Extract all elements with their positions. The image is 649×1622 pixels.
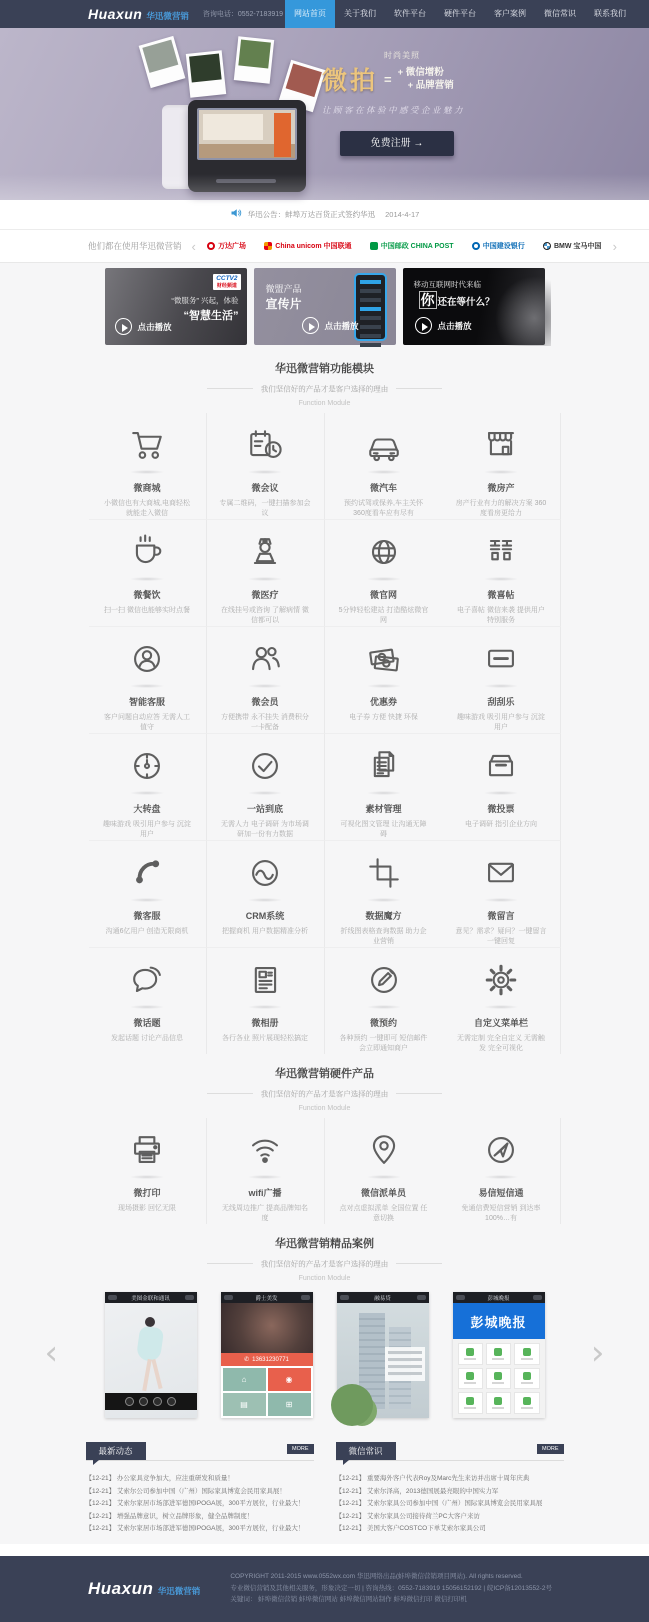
- hardware-desc: 无线周边推广 提高品牌知名度: [222, 1205, 308, 1222]
- icon-shadow: [130, 791, 164, 795]
- calendar-clock-icon: [242, 423, 288, 467]
- logo-suffix: 华迅微营销: [146, 11, 189, 21]
- polaroid-photo: [186, 50, 226, 98]
- video3-line2: [419, 290, 495, 310]
- footer-copyright: COPYRIGHT 2011-2015 www.0552wx.com 华迅网络出品(蚌埠微信营销项目网站). All rights reserved.: [230, 1573, 523, 1581]
- feature-cell[interactable]: [325, 948, 443, 1054]
- case-title: 爵士美发: [255, 1295, 278, 1302]
- users-icon: [242, 637, 288, 681]
- news-latest-column: [86, 1444, 314, 1536]
- footer-logo[interactable]: [88, 1579, 200, 1599]
- hardware-cell[interactable]: [207, 1118, 325, 1224]
- case-phone-finance[interactable]: [337, 1292, 429, 1418]
- icon-shadow: [484, 1175, 518, 1179]
- carousel-next-icon[interactable]: ›: [590, 1333, 605, 1373]
- double-happiness-icon: [478, 530, 524, 574]
- feature-desc: 5分钟轻松建站 打造酷炫微官网: [338, 607, 429, 624]
- carousel-prev-icon[interactable]: ‹: [44, 1333, 59, 1373]
- feature-title: 微投票: [487, 804, 515, 814]
- icon-shadow: [130, 470, 164, 474]
- icon-shadow: [248, 1175, 282, 1179]
- play-button[interactable]: [302, 317, 359, 334]
- case-phone-newspaper[interactable]: [453, 1292, 545, 1418]
- play-icon: [415, 317, 432, 334]
- check-circle-icon: [242, 744, 288, 788]
- feature-grid: [89, 413, 561, 1054]
- feature-desc: 无需人力 电子调研 为市场调研加一份有力数据: [221, 821, 309, 838]
- news-item[interactable]: 【12-21】 增强品牌意识，树立品牌形象，健全品牌制度！: [85, 1512, 254, 1520]
- feature-desc: 房产行业有力的解决方案 360度看房更给力: [455, 500, 547, 517]
- icon-shadow: [484, 1005, 518, 1009]
- icon-shadow: [248, 898, 282, 902]
- feature-desc: 扫一扫 微信也能够实时点餐: [104, 607, 190, 614]
- feature-title: 微会员: [251, 697, 279, 707]
- play-label: 点击播放: [437, 320, 472, 331]
- feature-cell[interactable]: [443, 413, 561, 520]
- partner-logo-mark: [264, 242, 272, 250]
- icon-shadow: [367, 1175, 401, 1179]
- video1-line2: “智慧生活”: [183, 310, 239, 322]
- storefront-icon: [478, 423, 524, 467]
- feature-desc: 预约试驾或保养,车主关怀 360度看车应有尽有: [344, 500, 423, 517]
- hero-plus1: + 微信增粉: [397, 67, 444, 78]
- nav-item[interactable]: 联系我们: [594, 9, 626, 18]
- feature-title: 微商城: [133, 483, 161, 493]
- hardware-header: [0, 1054, 649, 1112]
- newspaper-masthead: 彭城晚报: [453, 1303, 545, 1339]
- play-button[interactable]: [115, 318, 172, 335]
- play-icon: [115, 318, 132, 335]
- icon-shadow: [484, 577, 518, 581]
- icon-shadow: [367, 577, 401, 581]
- handset-icon: [124, 851, 170, 895]
- feature-cell[interactable]: [443, 948, 561, 1054]
- hardware-desc: 免通信费短信营销 到达率100%…有: [461, 1205, 541, 1222]
- footer: [0, 1556, 649, 1622]
- partner-logos: [206, 241, 603, 251]
- feature-title: 微话题: [133, 1018, 161, 1028]
- footer-text: [230, 1571, 552, 1606]
- wifi-icon: [242, 1128, 288, 1172]
- hero-copy: [322, 50, 552, 156]
- feature-title: 微留言: [487, 911, 515, 921]
- partner-logo-label: BMW 宝马中国: [553, 243, 602, 250]
- feature-desc: 小微信也有大商城,电商轻松就能走入微信: [104, 500, 190, 517]
- feature-desc: 各行各业 照片展现轻松搞定: [222, 1035, 308, 1042]
- news-item[interactable]: 【12-21】 美国大客户COSTCO下单艾索尔家具公司: [335, 1525, 486, 1532]
- mail-icon: [478, 851, 524, 895]
- hardware-desc: 现场摄影 回忆无限: [118, 1205, 176, 1212]
- app-tile: ▤: [223, 1393, 266, 1416]
- cctv-badge-name: 财经频道: [216, 283, 237, 289]
- news-badge: 最新动态: [86, 1442, 146, 1460]
- app-tile: ⊞: [268, 1393, 311, 1416]
- nurse-icon: [242, 530, 288, 574]
- polaroid-photo: [234, 36, 274, 84]
- navbar: [0, 0, 649, 28]
- app-tile: [514, 1392, 539, 1414]
- logo[interactable]: [88, 6, 189, 22]
- hardware-cell[interactable]: [325, 1118, 443, 1224]
- tree-graphic: [331, 1384, 373, 1426]
- feature-cell[interactable]: [89, 841, 207, 948]
- feature-title: 微相册: [251, 1018, 279, 1028]
- feature-cell[interactable]: [207, 841, 325, 948]
- nav-phone: 咨询电话：0552-7183919: [202, 11, 284, 18]
- feature-title: 微房产: [487, 483, 515, 493]
- nav-item[interactable]: 软件平台: [394, 9, 426, 18]
- globe-icon: [361, 530, 407, 574]
- app-tile: [458, 1343, 483, 1365]
- feature-desc: 电子喜帖 微信来袭 提供用户特别服务: [457, 607, 545, 624]
- phone-number: 13631230771: [252, 1356, 289, 1363]
- icon-shadow: [484, 470, 518, 474]
- video-card-promo[interactable]: [254, 268, 396, 345]
- modules-header: [0, 349, 649, 407]
- hardware-desc: 点对点虚拟派单 全国位置 任意切换: [339, 1205, 428, 1222]
- icon-shadow: [248, 577, 282, 581]
- logo-suffix: 华迅微营销: [157, 1585, 201, 1596]
- news-list: [86, 1473, 314, 1536]
- chat-bubbles-icon: [124, 958, 170, 1002]
- section-tag: Function Module: [298, 400, 351, 407]
- feature-desc: 可视化图文管理 让沟通无障碍: [340, 821, 427, 838]
- icon-shadow: [484, 791, 518, 795]
- app-tile: [458, 1368, 483, 1390]
- hardware-cell[interactable]: [89, 1118, 207, 1224]
- location-pin-icon: [361, 1128, 407, 1172]
- icon-shadow: [367, 684, 401, 688]
- icon-shadow: [367, 791, 401, 795]
- feature-cell[interactable]: [207, 627, 325, 734]
- video2-line1: 微盟产品: [265, 284, 302, 294]
- news-item[interactable]: 【12-21】 艾索尔家具公司接待荷兰PC大客户来访: [335, 1512, 480, 1520]
- icon-shadow: [248, 1005, 282, 1009]
- case-title: 彭城晚报: [487, 1295, 510, 1302]
- icon-shadow: [484, 898, 518, 902]
- partner-logo-label: 中国建设银行: [482, 243, 525, 250]
- feature-title: 微预约: [369, 1018, 397, 1028]
- section-subtitle: 我们坚信好的产品才是客户选择的理由: [260, 1259, 389, 1269]
- feature-desc: 电子调研 指引企业方向: [465, 821, 537, 828]
- cases-carousel: [45, 1292, 605, 1428]
- nav-item[interactable]: 客户案例: [494, 9, 526, 18]
- feature-title: 数据魔方: [365, 911, 402, 921]
- feature-title: 刮刮乐: [487, 697, 515, 707]
- section-tag: Function Module: [298, 1105, 351, 1112]
- app-tile: [458, 1392, 483, 1414]
- feature-desc: 无需定制 完全自定义 无需触发 完全可视化: [457, 1035, 545, 1052]
- section-title: 华迅微营销功能模块: [275, 363, 374, 375]
- partners-prev-icon[interactable]: ‹: [191, 238, 196, 254]
- section-tag: Function Module: [298, 1275, 351, 1282]
- video1-line1: “微服务” 兴起，体验: [171, 296, 239, 305]
- app-toolbar: [105, 1393, 197, 1410]
- feature-cell[interactable]: [325, 520, 443, 627]
- ballot-box-icon: [478, 744, 524, 788]
- partner-logo-label: 中国邮政 CHINA POST: [380, 243, 454, 250]
- speaker-icon: [230, 206, 242, 224]
- section-title: 华迅微营销硬件产品: [275, 1068, 374, 1080]
- more-button[interactable]: MORE: [537, 1444, 564, 1454]
- announcement-date: 2014-4-17: [385, 210, 420, 219]
- feature-title: CRM系统: [245, 911, 285, 921]
- coffee-cup-icon: [124, 530, 170, 574]
- case-phone-salon[interactable]: [221, 1292, 313, 1418]
- partner-logo[interactable]: [370, 241, 454, 251]
- feature-desc: 折线图表格查询数据 助力企业营销: [340, 928, 427, 945]
- info-card: [385, 1347, 425, 1381]
- partner-logo-mark: [472, 242, 480, 250]
- hardware-cell[interactable]: [443, 1118, 561, 1224]
- app-tile: [486, 1343, 511, 1365]
- cctv-badge: [213, 274, 240, 290]
- cctv-badge-channel: CCTV2: [216, 275, 238, 282]
- video3-rest: 还在等什么？: [437, 297, 495, 308]
- feature-title: 自定义菜单栏: [473, 1018, 528, 1028]
- cases-header: [0, 1224, 649, 1282]
- icon-shadow: [484, 684, 518, 688]
- feature-cell[interactable]: [443, 520, 561, 627]
- news-list: [336, 1473, 564, 1536]
- partner-logo-mark: [543, 242, 551, 250]
- feature-desc: 客户问题自动应答 无需人工值守: [104, 714, 190, 731]
- hero-plus2: + 品牌营销: [407, 80, 454, 91]
- icon-shadow: [248, 791, 282, 795]
- feature-cell[interactable]: [89, 627, 207, 734]
- feature-cell[interactable]: [443, 734, 561, 841]
- more-button[interactable]: MORE: [287, 1444, 314, 1454]
- app-tile: [486, 1392, 511, 1414]
- partner-logo[interactable]: [264, 241, 351, 251]
- play-icon: [302, 317, 319, 334]
- crop-icon: [361, 851, 407, 895]
- banknotes-icon: [361, 637, 407, 681]
- feature-desc: 在线挂号或咨询 了解病情 微信都可以: [221, 607, 309, 624]
- salon-photo: [221, 1303, 313, 1353]
- hand-graphic: [495, 276, 551, 346]
- news-wechat-column: [336, 1444, 564, 1536]
- section-subtitle: 我们坚信好的产品才是客户选择的理由: [260, 1089, 389, 1099]
- partners-label: 他们都在使用华迅微营销: [88, 241, 182, 251]
- feature-cell[interactable]: [443, 841, 561, 948]
- user-circle-icon: [124, 637, 170, 681]
- feature-desc: 电子券 方便 快捷 环保: [349, 714, 418, 721]
- send-circle-icon: [478, 1128, 524, 1172]
- hardware-title: 微信派单员: [360, 1188, 406, 1198]
- news-item[interactable]: 【12-21】 办公家具竞争加大，应注重研发和质量！: [85, 1475, 234, 1482]
- feature-title: 大转盘: [133, 804, 161, 814]
- feature-cell[interactable]: [325, 734, 443, 841]
- feature-title: 素材管理: [365, 804, 402, 814]
- feature-title: 微官网: [369, 590, 397, 600]
- video-card-mobile-era[interactable]: [403, 268, 545, 345]
- icon-shadow: [130, 898, 164, 902]
- feature-title: 微餐饮: [133, 590, 161, 600]
- nav-item[interactable]: 关于我们: [344, 9, 376, 18]
- logo-text: Huaxun: [88, 6, 143, 22]
- icon-shadow: [367, 898, 401, 902]
- partner-logo-label: China unicom 中国联通: [275, 243, 352, 250]
- gear-icon: [478, 958, 524, 1002]
- pencil-circle-icon: [361, 958, 407, 1002]
- feature-title: 微会议: [251, 483, 279, 493]
- feature-cell[interactable]: [89, 948, 207, 1054]
- wave-circle-icon: [242, 851, 288, 895]
- news-item[interactable]: 【12-21】 艾索尔家居市场部进军德国IPOGA展，300平方展位，行业最大！: [85, 1525, 305, 1532]
- feature-title: 微医疗: [251, 590, 279, 600]
- nav-item[interactable]: 硬件平台: [444, 9, 476, 18]
- announcement-bar: [0, 200, 649, 230]
- partner-logo-label: 万达广场: [218, 243, 247, 250]
- partner-logo[interactable]: [207, 241, 246, 251]
- case-title: 美图金联和通讯: [131, 1295, 170, 1302]
- nav-item[interactable]: 网站首页: [285, 0, 335, 28]
- icon-shadow: [367, 470, 401, 474]
- feature-title: 智能客服: [128, 697, 165, 707]
- feature-desc: 意见？需求？疑问？一键留言 一键回复: [455, 928, 547, 945]
- nav-item[interactable]: 微信常识: [544, 9, 576, 18]
- logo-text: Huaxun: [88, 1578, 154, 1598]
- section-subtitle: 我们坚信好的产品才是客户选择的理由: [260, 384, 389, 394]
- hero-tag: 时尚美照: [384, 51, 420, 60]
- partners-next-icon[interactable]: ›: [612, 238, 617, 254]
- news-item[interactable]: 【12-21】 艾索尔公司参加中国（广州）国际家具博览会民用家具展！: [85, 1487, 286, 1495]
- icon-shadow: [130, 577, 164, 581]
- wheel-icon: [124, 744, 170, 788]
- video2-line2: 宣传片: [265, 297, 302, 311]
- feature-desc: 发起话题 讨论产品信息: [111, 1035, 183, 1042]
- feature-desc: 趣味游戏 吸引用户参与 沉淀用户: [457, 714, 545, 731]
- feature-cell[interactable]: [207, 734, 325, 841]
- feature-cell[interactable]: [443, 627, 561, 734]
- feature-cell[interactable]: [89, 520, 207, 627]
- video3-line1: 移动互联网时代来临: [413, 280, 481, 289]
- printer-icon: [124, 1128, 170, 1172]
- hardware-title: wifi广播: [248, 1188, 282, 1198]
- news-item[interactable]: 【12-21】 艾索尔家居市场部进军德国IPOGA展，300平方展位，行业最大！: [85, 1500, 305, 1507]
- icon-shadow: [367, 1005, 401, 1009]
- polaroid-photo: [139, 36, 186, 88]
- feature-cell[interactable]: [207, 520, 325, 627]
- printer-machine: [162, 100, 312, 192]
- partner-logo[interactable]: [472, 241, 525, 251]
- feature-cell[interactable]: [89, 734, 207, 841]
- partner-logo-mark: [370, 242, 378, 250]
- news-item[interactable]: 【12-21】 艾索尔家具公司参加中国（广州）国际家具博览会民用家具展: [335, 1500, 543, 1507]
- hero-brand: 微拍: [322, 67, 379, 95]
- album-icon: [242, 958, 288, 1002]
- feature-cell[interactable]: [325, 627, 443, 734]
- video-band: [0, 263, 649, 349]
- feature-cell[interactable]: [207, 413, 325, 520]
- play-label: 点击播放: [137, 321, 172, 332]
- app-tile: [514, 1368, 539, 1390]
- play-button[interactable]: [415, 317, 472, 334]
- footer-contact: 专业微信营销及其他相关服务，形象决定一切 | 咨询热线：0552-7183919 15056152192 | 皖ICP备12013552-2号: [230, 1584, 552, 1592]
- phone-number-bar[interactable]: ✆ 13631230771: [221, 1353, 313, 1366]
- icon-shadow: [130, 1175, 164, 1179]
- app-tile: ⌂: [223, 1368, 266, 1391]
- announcement-text[interactable]: 华迅公告：蚌埠万达百货正式签约华迅: [247, 210, 376, 219]
- modules-section: [0, 349, 649, 1544]
- icon-shadow: [248, 470, 282, 474]
- play-label: 点击播放: [324, 320, 359, 331]
- partner-logo[interactable]: [543, 241, 601, 251]
- feature-desc: 沟通6亿用户 创造无限商机: [105, 928, 189, 935]
- video3-highlight: 你: [420, 292, 435, 308]
- car-icon: [361, 423, 407, 467]
- feature-desc: 各种预约 一键即可 短信邮件会立即通知商户: [339, 1035, 428, 1052]
- photo-printer-illustration: [138, 38, 348, 194]
- feature-title: 优惠券: [369, 697, 397, 707]
- news-badge: 微信常识: [336, 1442, 396, 1460]
- news-section: [86, 1444, 564, 1536]
- feature-cell[interactable]: [325, 413, 443, 520]
- scratch-card-icon: [478, 637, 524, 681]
- feature-title: 微喜帖: [487, 590, 515, 600]
- register-button[interactable]: 免费注册 →: [340, 131, 454, 156]
- icon-shadow: [130, 684, 164, 688]
- hero-banner: [0, 28, 649, 200]
- news-item[interactable]: 【12-21】 艾索尔泽高，2013德国展最亮眼的中国实力军: [335, 1487, 499, 1495]
- feature-title: 微客服: [133, 911, 161, 921]
- feature-cell[interactable]: [207, 948, 325, 1054]
- feature-desc: 趣味游戏 吸引用户参与 沉淀用户: [103, 821, 191, 838]
- icon-shadow: [130, 1005, 164, 1009]
- case-title: 融易贷: [374, 1295, 391, 1302]
- partners-bar: [0, 230, 649, 263]
- section-title: 华迅微营销精品案例: [275, 1238, 374, 1250]
- hero-equals: =: [384, 71, 392, 87]
- news-item[interactable]: 【12-21】 重要海外客户代表Roy及Marc先生来访并出席十周年庆典: [335, 1475, 530, 1482]
- app-tile: [514, 1343, 539, 1365]
- icon-shadow: [248, 684, 282, 688]
- case-phone-fashion[interactable]: [105, 1292, 197, 1418]
- documents-icon: [361, 744, 407, 788]
- nav-menu: [285, 0, 635, 28]
- cart-icon: [124, 423, 170, 467]
- feature-desc: 方便携带 永不挂失 消费积分 一卡配备: [221, 714, 309, 731]
- hero-tagline: 让顾客在体验中感受企业魅力: [322, 105, 466, 115]
- hardware-title: 微打印: [133, 1188, 161, 1198]
- feature-cell[interactable]: [89, 413, 207, 520]
- app-tile: [486, 1368, 511, 1390]
- app-tile: ◉: [268, 1368, 311, 1391]
- feature-desc: 专属二维码，一键扫描参加会议: [219, 500, 311, 517]
- hardware-title: 易信短信通: [478, 1188, 524, 1198]
- feature-cell[interactable]: [325, 841, 443, 948]
- feature-title: 一站到底: [246, 804, 283, 814]
- footer-keywords: 关键词： 蚌埠微信营销 蚌埠微信网站 蚌埠微信网站制作 蚌埠微信打印 微信打印机: [230, 1596, 467, 1604]
- video-card-cctv[interactable]: [105, 268, 247, 345]
- partner-logo-mark: [207, 242, 215, 250]
- hardware-grid: [89, 1118, 561, 1224]
- feature-title: 微汽车: [369, 483, 397, 493]
- feature-desc: 把握商机 用户数据精准分析: [222, 928, 308, 935]
